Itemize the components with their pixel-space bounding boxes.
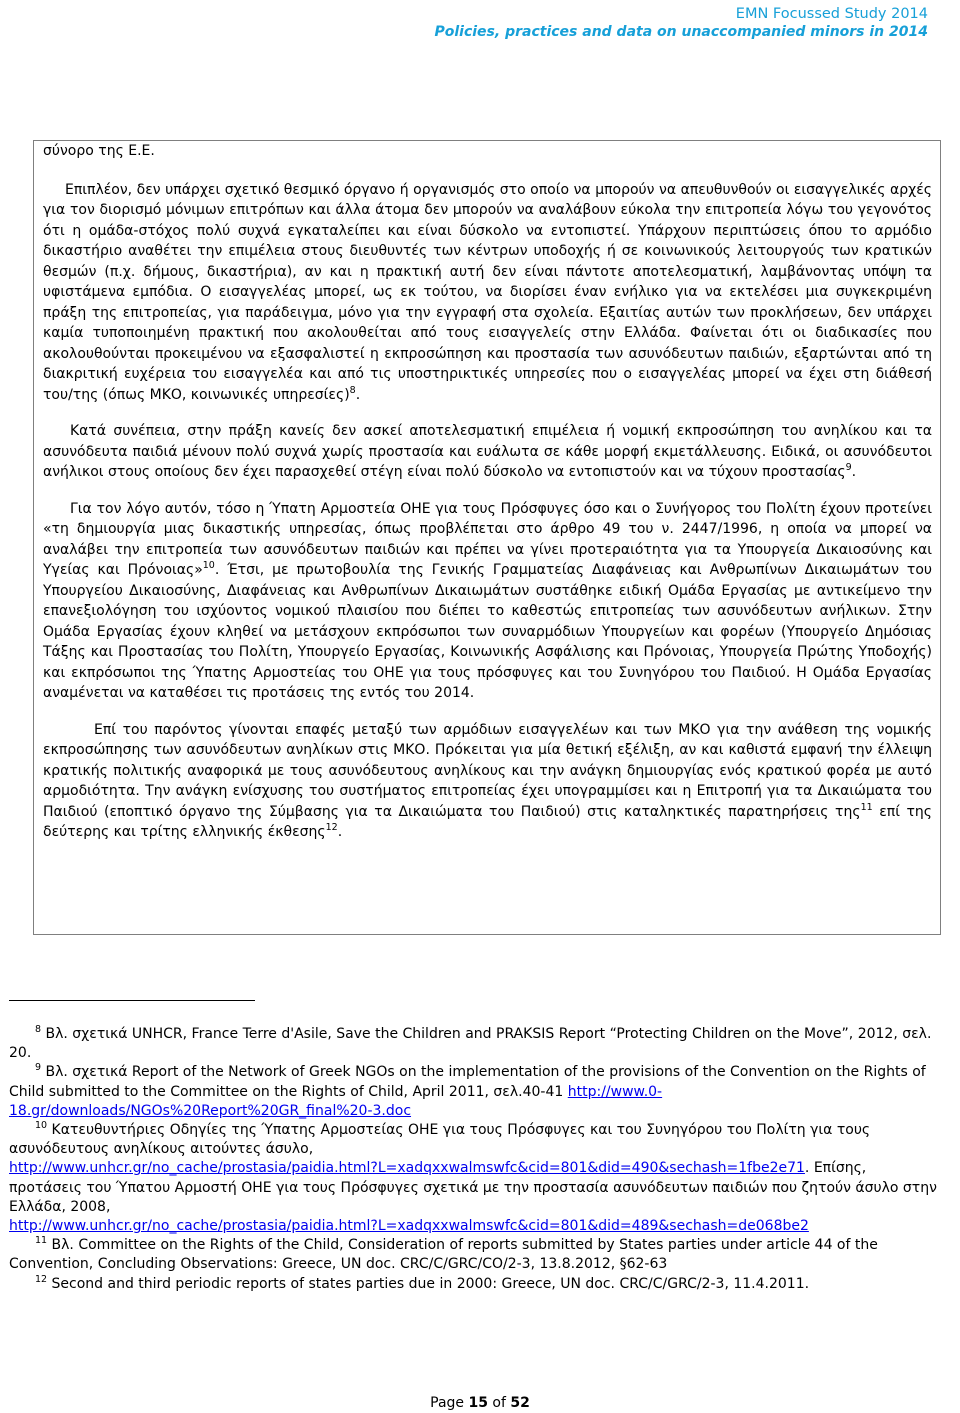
footnote-9-link[interactable]: http://www.0-18.gr/downloads/NGOs%20Report%20GR_final%20-3.doc (9, 1083, 663, 1119)
footnote-ref-11[interactable]: 11 (860, 801, 873, 813)
footnote-9: $^9$ Βλ. σχετικά Report of the Network of Greek NGOs on the implementation of the provisions of the Convention on the Rights of Child submitted to the Committee on the Rights of Child, April 2011, σελ.40-41 http://www.0-18.gr/downloads/NGOs%20Report%20GR_final%20-3.doc (9, 1062, 926, 1119)
footnotes (9, 1025, 943, 1294)
running-header (434, 5, 928, 41)
footnote-10-link-1[interactable]: http://www.unhcr.gr/no_cache/prostasia/paidia.html?L=xadqxxwalmswfc&cid=801&did=490&sechash=1fbe2e71 (9, 1160, 805, 1177)
footnote-ref-8[interactable]: 8 (349, 384, 356, 396)
footnote-ref-9[interactable]: 9 (845, 462, 852, 473)
footnote-separator (9, 1000, 255, 1001)
page-total: 52 (510, 1395, 530, 1411)
footnote-10-link-2[interactable]: http://www.unhcr.gr/no_cache/prostasia/paidia.html?L=xadqxxwalmswfc&cid=801&did=489&sechash=de068be2 (9, 1218, 809, 1235)
footnote-ref-12[interactable]: 12 (325, 822, 338, 833)
page-number: 15 (468, 1395, 488, 1411)
bordered-text-box (33, 140, 941, 935)
page-footer: Page 15 of 52 (430, 1395, 530, 1411)
footnote-ref-10[interactable]: 10 (202, 560, 215, 571)
footnote-11: $^{11}$ Βλ. Committee on the Rights of the Child, Consideration of reports submitted by States parties under article 44 of the Convention, Concluding Observations: Greece, UN doc. CRC/C/GRC/CO/2-3, 13.8.2012, §62-63 (9, 1235, 878, 1273)
footnote-8: $^8$ Βλ. σχετικά UNHCR, France Terre d'Asile, Save the Children and PRAKSIS Report “Protecting Children on the Move”, 2012, σελ. 20. (9, 1024, 932, 1062)
header-study-subtitle: Policies, practices and data on unaccompanied minors in 2014 (434, 24, 928, 40)
footnote-12: $^{12}$ Second and third periodic reports of states parties due in 2000: Greece, UN doc. CRC/C/GRC/2-3, 11.4.2011. (35, 1273, 810, 1292)
paragraph-3: Για τον λόγο αυτόν, τόσο η Ύπατη Αρμοστεία ΟΗΕ για τους Πρόσφυγες όσο και ο Συνήγορος του Πολίτη έχουν προτείνει «τη δημιουργία μιας δικαστικής υπηρεσίας, όπως προβλέπεται στο άρθρο 49 του ν. 2447/1996, η οποία να μπορεί να αναλάβει την επιτροπεία των ασυνόδευτων παιδιών και πρέπει να γίνει προτεραιότητα για τα Υπουργεία Δικαιοσύνης και Υγείας και Πρόνοιας»$^{10}$. Έτσι, με πρωτοβουλία της Γενικής Γραμματείας Διαφάνειας και Ανθρωπίνων Δικαιωμάτων του Υπουργείου Δικαιοσύνης, Διαφάνειας και Ανθρωπίνων Δικαιωμάτων συστάθηκε ειδική Ομάδα Εργασίας με αντικείμενο την επανεξιολόγηση του ισχύοντος νομικού πλαισίου που διέπει το καθεστώς επιτροπείας των ασυνόδευτων ανήλικων. Στην Ομάδα Εργασίας έχουν κληθεί να μετάσχουν εκπρόσωποι των συναρμόδιων Υπουργείων και φορέων (Υπουργείο Δημόσιας Τάξης και Προστασίας του Πολίτη, Υπουργείο Εργασίας, Κοινωνικής Ασφάλισης και Πρόνοιας, Υπουργεία Πρώτης Υποδοχής) και εκπρόσωποι της Ύπατης Αρμοστείας του ΟΗΕ για τους πρόσφυγες και του Συνηγόρου του Παιδιού. Η Ομάδα Εργασίας αναμένεται να καταθέσει τις προτάσεις της εντός του 2014. (43, 500, 932, 701)
header-study-title: EMN Focussed Study 2014 (735, 6, 928, 22)
paragraph-1: Επιπλέον, δεν υπάρχει σχετικό θεσμικό όργανο ή οργανισμός στο οποίο να μπορούν να απευθυνθούν οι εισαγγελικές αρχές για τον διορισμό μόνιμων επιτρόπων και άλλα άτομα δεν μπορούν να αναλάβουν εύκολα την επιτροπεία λόγω του γεγονότος ότι η ομάδα-στόχος πολύ συχνά εγκαταλείπει και είναι δύσκολο να εντοπιστεί. Υπάρχουν περιπτώσεις όπου το αρμόδιο δικαστήριο αναθέτει την επιμέλεια στους διευθυντές των κέντρων υποδοχής ή σε κοινωνικούς λειτουργούς των κρατικών θεσμών (π.χ. δήμους, δικαστήρια), αν και η πρακτική αυτή δεν είναι πάντοτε αποτελεσματική, λαμβάνοντας υπόψη τα υφιστάμενα εμπόδια. Ο εισαγγελέας μπορεί, ως εκ τούτου, να διορίσει έναν ενήλικο για να εκτελέσει μια συγκεκριμένη πράξη της επιτροπείας, για παράδειγμα, μόνο για την εγγραφή στα σχολεία. Εξαιτίας αυτών των προκλήσεων, δεν υπάρχει καμία τυποποιημένη πρακτική που ακολουθείται από τους εισαγγελείς στην Ελλάδα. Φαίνεται ότι οι διαδικασίες που ακολουθούνται προκειμένου να εξασφαλιστεί η εκπροσώπηση και προστασία των ασυνόδευτων παιδιών, εξαρτώνται από τη διακριτική ευχέρεια του εισαγγελέα και από τις υποστηρικτικές υπηρεσίες που ο εισαγγελέας μπορεί να έχει στη διάθεσή του/της (όπως ΜΚΟ, κοινωνικές υπηρεσίες)$^8$. (43, 181, 932, 403)
footnote-10: $^{10}$ Κατευθυντήριες Οδηγίες της Ύπατης Αρμοστείας ΟΗΕ για τους Πρόσφυγες και του Συνηγόρου του Πολίτη για τους ασυνόδευτους ανηλίκους αιτούντες άσυλο, http://www.unhcr.gr/no_cache/prostasia/paidia.html?L=xadqxxwalmswfc&cid=801&did=490&sechash=1fbe2e71. Επίσης, προτάσεις του Ύπατου Αρμοστή ΟΗΕ για τους Πρόσφυγες σχετικά με την προστασία ασυνόδευτων παιδιών που ζητούν άσυλο στην Ελλάδα, 2008, http://www.unhcr.gr/no_cache/prostasia/paidia.html?L=xadqxxwalmswfc&cid=801&did=489&sechash=de068be2 (9, 1120, 937, 1235)
paragraph-0: σύνορο της Ε.Ε. (43, 143, 155, 159)
paragraph-4: Επί του παρόντος γίνονται επαφές μεταξύ των αρμόδιων εισαγγελέων και των ΜΚΟ για την ανάθεση της νομικής εκπροσώπησης των ασυνόδευτων ανηλίκων στις ΜΚΟ. Πρόκειται για μία θετική εξέλιξη, αν και καθιστά εμφανή την έλλειψη κρατικής πολιτικής αναφορικά με τους ασυνόδευτους ανηλίκους και την ανάγκη δημιουργίας ενός κρατικού φορέα με αυτό αρμοδιότητα. Την ανάγκη ενίσχυσης του συστήματος επιτροπείας έχει υπογραμμίσει και η Επιτροπή για τα Δικαιώματα του Παιδιού (εποπτικό όργανο της Σύμβασης για τα Δικαιώματα του Παιδιού) στις καταληκτικές παρατηρήσεις της$^{11}$ επί της δεύτερης και τρίτης ελληνικής έκθεσης$^{12}$. (43, 721, 932, 840)
paragraph-2: Κατά συνέπεια, στην πράξη κανείς δεν ασκεί αποτελεσματική επιμέλεια ή νομική εκπροσώπηση του ανηλίκου και τα ασυνόδευτα παιδιά μένουν πολύ συχνά χωρίς προστασία και ευάλωτα σε κάθε μορφή εκμετάλλευσης. Ειδικά, οι ασυνόδευτοι ανήλικοι στους οποίους δεν έχει παρασχεθεί στέγη είναι πολύ δύσκολο να εντοπιστούν και να τύχουν προστασίας$^9$. (43, 423, 932, 480)
